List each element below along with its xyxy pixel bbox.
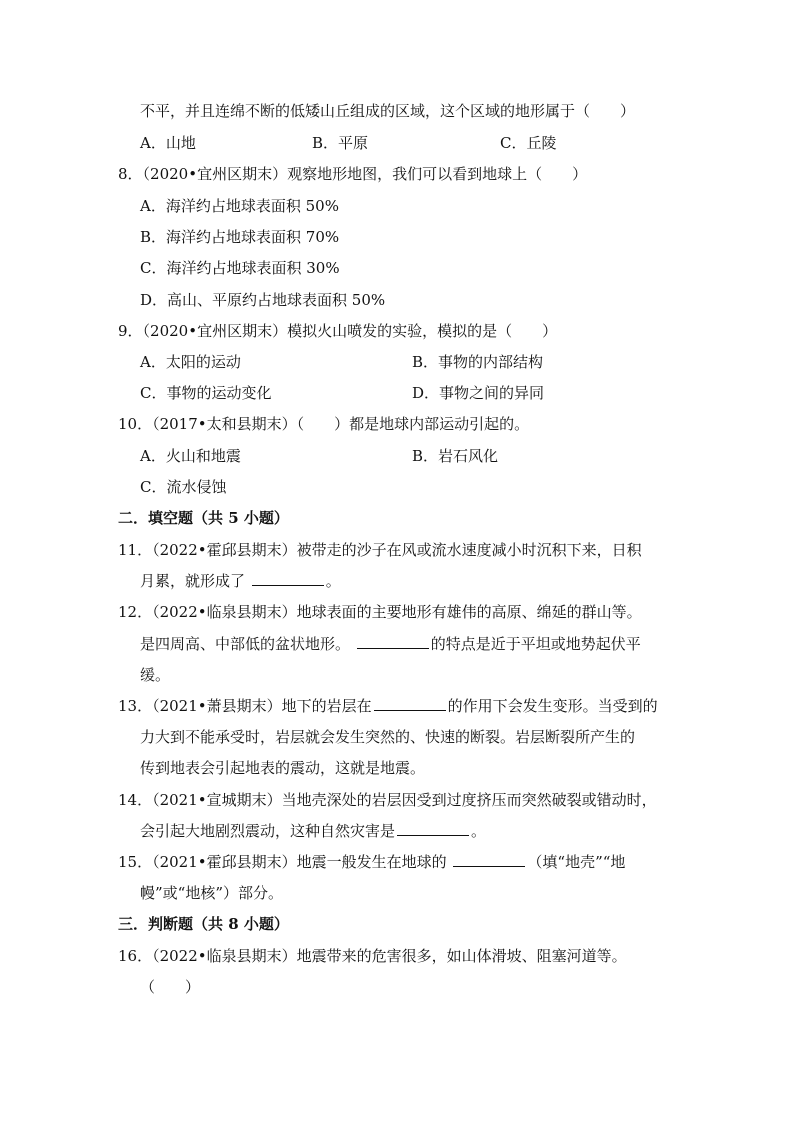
q12-line-2 [140, 634, 641, 654]
q7-option-b: B．平原 [312, 134, 369, 152]
q15-answer-blank[interactable] [453, 852, 525, 867]
q14-text-a: 会引起大地剧烈震动，这种自然灾害是 [140, 822, 396, 840]
q11-text-b: 。 [325, 572, 341, 590]
q11-line-2 [140, 571, 341, 591]
q13-text-b: 的作用下会发生变形。当受到的 [447, 697, 658, 715]
q14-answer-blank[interactable] [397, 821, 469, 836]
q9-option-c: C．事物的运动变化 [140, 384, 272, 402]
q7-option-a: A．山地 [140, 134, 196, 152]
q8-option-c: C．海洋约占地球表面积 30% [140, 259, 340, 277]
q9-option-b: B．事物的内部结构 [412, 353, 544, 371]
q10-option-c: C．流水侵蚀 [140, 478, 227, 496]
q13-line-1 [118, 696, 658, 716]
q13-line-3: 传到地表会引起地表的震动，这就是地震。 [140, 759, 426, 777]
q12-text-a: 是四周高、中部低的盆状地形。 [140, 635, 351, 653]
q8-option-d: D．高山、平原约占地球表面积 50% [140, 291, 386, 309]
q14-line-2 [140, 821, 486, 841]
q11-text-a: 月累，就形成了 [140, 572, 246, 590]
q8-stem: 8．（2020•宜州区期末）观察地形地图，我们可以看到地球上（ ） [118, 165, 588, 183]
q9-option-d: D．事物之间的异同 [412, 384, 545, 402]
q7-option-c: C．丘陵 [500, 134, 557, 152]
q14-line-1: 14．（2021•宣城期末）当地壳深处的岩层因受到过度挤压而突然破裂或错动时， [118, 791, 657, 809]
q13-text-a: 13．（2021•萧县期末）地下的岩层在 [118, 697, 372, 715]
q15-line-2: 幔”或“地核”）部分。 [140, 884, 284, 902]
q10-stem: 10．（2017•太和县期末）（ ）都是地球内部运动引起的。 [118, 415, 530, 433]
q10-option-a: A．火山和地震 [140, 447, 241, 465]
q11-line-1: 11．（2022•霍邱县期末）被带走的沙子在风或流水速度减小时沉积下来，日积 [118, 541, 642, 559]
section-judgement-heading: 三．判断题（共 8 小题） [118, 915, 289, 933]
q12-line-3: 缓。 [140, 666, 171, 684]
q11-answer-blank[interactable] [252, 571, 324, 586]
q9-option-a: A．太阳的运动 [140, 353, 241, 371]
q16-line-1: 16．（2022•临泉县期末）地震带来的危害很多，如山体滑坡、阻塞河道等。 [118, 947, 627, 965]
q15-line-1 [118, 852, 625, 872]
q13-answer-blank[interactable] [374, 696, 446, 711]
q12-line-1: 12．（2022•临泉县期末）地球表面的主要地形有雄伟的高原、绵延的群山等。 [118, 603, 642, 621]
q8-option-a: A．海洋约占地球表面积 50% [140, 197, 339, 215]
q15-text-a: 15．（2021•霍邱县期末）地震一般发生在地球的 [118, 853, 447, 871]
q8-option-b: B．海洋约占地球表面积 70% [140, 228, 340, 246]
q15-text-b: （填“地壳”“地 [527, 853, 626, 871]
q7-stem-continuation: 不平，并且连绵不断的低矮山丘组成的区域，这个区域的地形属于（ ） [140, 102, 636, 120]
q12-text-b: 的特点是近于平坦或地势起伏平 [430, 635, 641, 653]
q13-line-2: 力大到不能承受时，岩层就会发生突然的、快速的断裂。岩层断裂所产生的 [140, 728, 636, 746]
q16-answer-brackets[interactable]: （ ） [140, 978, 201, 996]
q10-option-b: B．岩石风化 [412, 447, 499, 465]
section-fill-in-heading: 二．填空题（共 5 小题） [118, 509, 289, 527]
q12-answer-blank[interactable] [357, 634, 429, 649]
q9-stem: 9．（2020•宜州区期末）模拟火山喷发的实验，模拟的是（ ） [118, 322, 558, 340]
q14-text-b: 。 [471, 822, 487, 840]
